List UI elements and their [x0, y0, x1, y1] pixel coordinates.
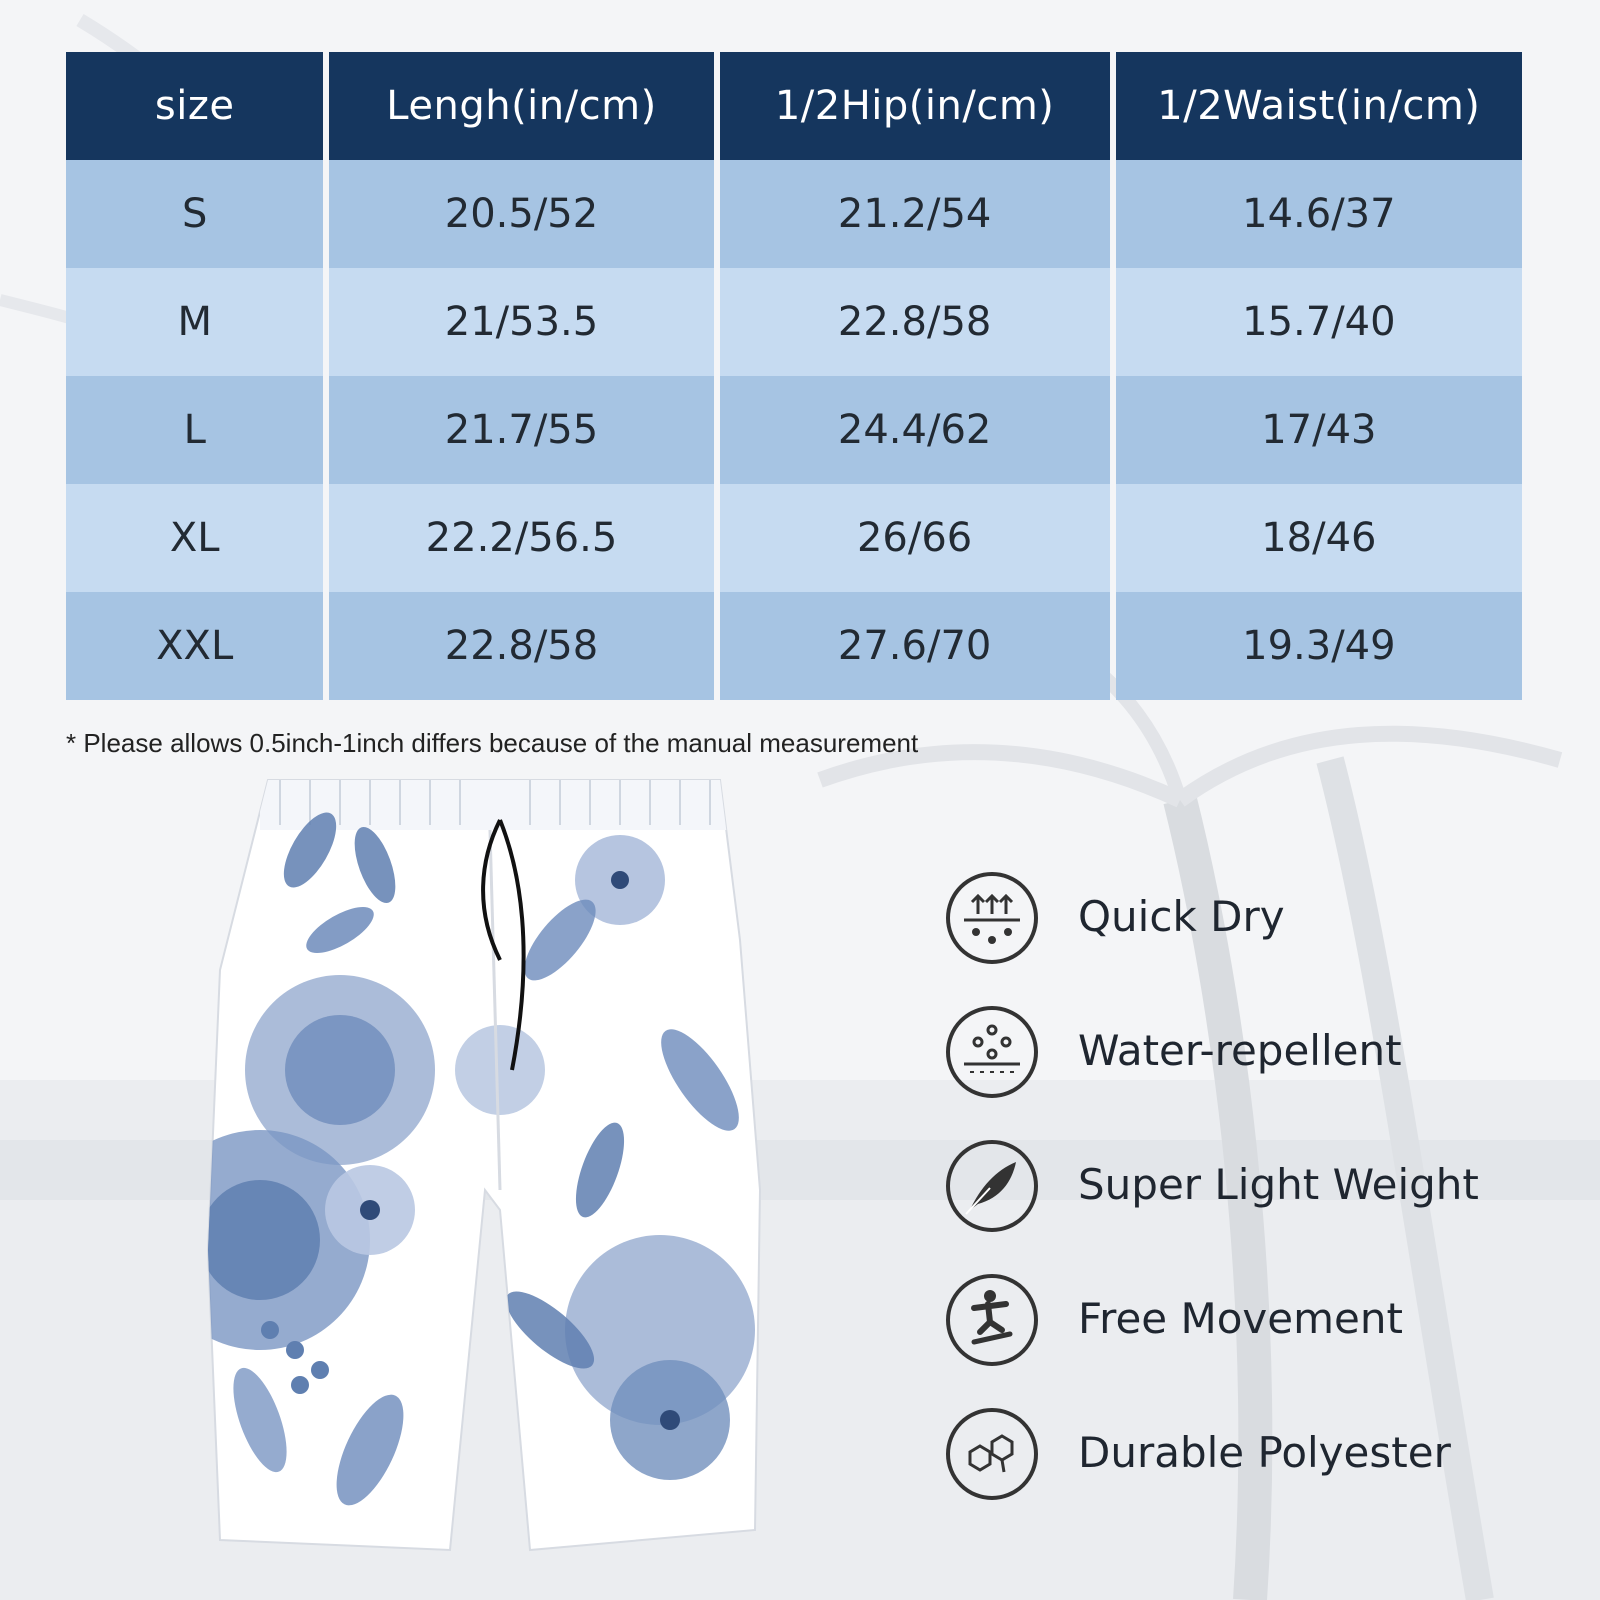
- hip-cell: 26/66: [720, 484, 1110, 592]
- feature-durable-polyester: [944, 1406, 1564, 1506]
- molecule-icon: [944, 1406, 1040, 1502]
- waist-cell: 19.3/49: [1116, 592, 1522, 700]
- feature-label: Water-repellent: [1078, 1026, 1402, 1075]
- table-row: [66, 160, 1522, 268]
- length-cell: 20.5/52: [329, 160, 713, 268]
- table-row: [66, 268, 1522, 376]
- table-row: [66, 592, 1522, 700]
- water-repellent-icon: [944, 1004, 1040, 1100]
- feature-label: Quick Dry: [1078, 892, 1285, 941]
- hip-cell: 27.6/70: [720, 592, 1110, 700]
- table-row: [66, 376, 1522, 484]
- waist-cell: 14.6/37: [1116, 160, 1522, 268]
- size-cell: L: [66, 376, 323, 484]
- waist-cell: 17/43: [1116, 376, 1522, 484]
- feather-icon: [944, 1138, 1040, 1234]
- skater-icon: [944, 1272, 1040, 1368]
- header-size: size: [66, 52, 323, 160]
- quick-dry-icon: [944, 870, 1040, 966]
- header-length: Lengh(in/cm): [329, 52, 713, 160]
- length-cell: 22.2/56.5: [329, 484, 713, 592]
- feature-label: Super Light Weight: [1078, 1160, 1479, 1209]
- size-chart-header-row: [66, 52, 1522, 160]
- length-cell: 22.8/58: [329, 592, 713, 700]
- hip-cell: 21.2/54: [720, 160, 1110, 268]
- feature-label: Durable Polyester: [1078, 1428, 1451, 1477]
- hip-cell: 24.4/62: [720, 376, 1110, 484]
- table-row: [66, 484, 1522, 592]
- length-cell: 21.7/55: [329, 376, 713, 484]
- size-cell: M: [66, 268, 323, 376]
- length-cell: 21/53.5: [329, 268, 713, 376]
- feature-water-repellent: [944, 1004, 1564, 1104]
- waist-cell: 15.7/40: [1116, 268, 1522, 376]
- size-cell: XL: [66, 484, 323, 592]
- feature-super-light-weight: [944, 1138, 1564, 1238]
- feature-quick-dry: [944, 870, 1564, 970]
- size-cell: XXL: [66, 592, 323, 700]
- measurement-note: * Please allows 0.5inch-1inch differs because of the manual measurement: [66, 728, 919, 758]
- size-chart-table: [60, 52, 1528, 700]
- header-half-hip: 1/2Hip(in/cm): [720, 52, 1110, 160]
- floral-shorts-image: [200, 770, 770, 1570]
- hip-cell: 22.8/58: [720, 268, 1110, 376]
- feature-free-movement: [944, 1272, 1564, 1372]
- waist-cell: 18/46: [1116, 484, 1522, 592]
- feature-label: Free Movement: [1078, 1294, 1403, 1343]
- header-half-waist: 1/2Waist(in/cm): [1116, 52, 1522, 160]
- size-cell: S: [66, 160, 323, 268]
